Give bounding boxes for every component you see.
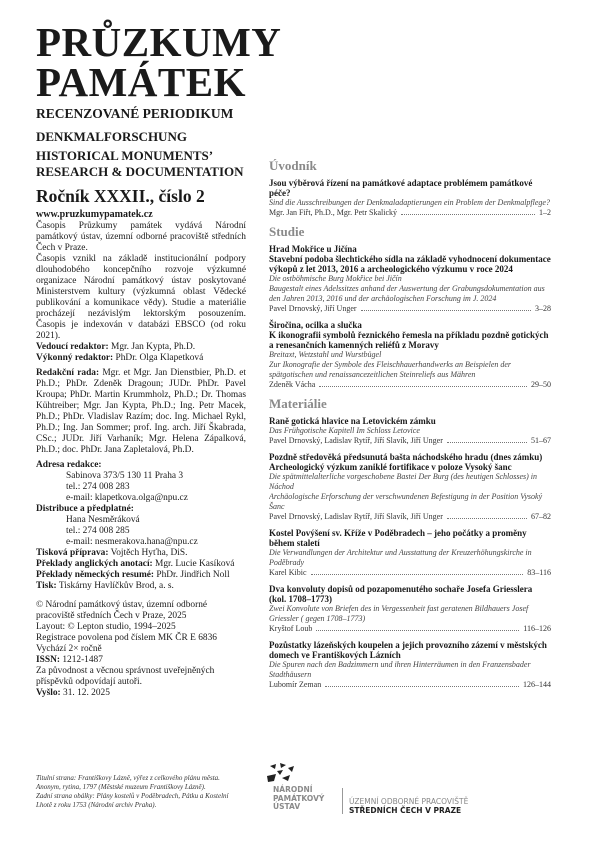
distribution-email[interactable]: e-mail: nesmerakova.hana@npu.cz [66,537,198,547]
article-german-title: Sind die Ausschreibungen der Denkmaladaptierungen ein Problem der Denkmalpflege? [269,198,550,207]
registration: Registrace povolena pod číslem MK ČR E 6836 [36,633,217,643]
article-authors: Mgr. Jan Fiřt, Ph.D., Mgr. Petr Skalický [269,208,398,217]
toc-entry[interactable] [269,528,551,578]
german-translation: Překlady německých resumé: PhDr. Jindřich Noll [36,570,230,580]
article-authors-row [269,208,551,218]
print-prep: Tisková příprava: Vojtěch Hyťha, DiS. [36,548,188,558]
article-pages: 51–67 [531,436,551,445]
leader-dots [319,380,527,387]
article-pages: 29–50 [531,380,551,389]
cover-credit: Titulní strana: Františkovy Lázně, výřez z celkového plánu města. Anonym, rytina, 1797 (Městské muzeum Františkovy Lázně). [36,774,220,791]
leader-dots [311,568,524,575]
leader-dots [401,208,535,215]
article-german-title: Das Frühgotische Kapitell Im Schloss Letovice [269,426,420,435]
english-translation: Překlady anglických anotací: Mgr. Lucie Kasíková [36,559,235,569]
article-german-title: Zwei Konvolute von Briefen des in Vergessenheit fast geratenen Bildhauers Josef Griessler ( gegen 1708–1773) [269,604,529,623]
website-link[interactable]: www.pruzkumypamatek.cz [36,209,153,220]
article-title: Dva konvoluty dopisů od pozapomenutého sochaře Josefa Griesslera (kol. 1708–1773) [269,584,533,604]
npu-unit: ÚZEMNÍ ODBORNÉ PRACOVIŠTĚ STŘEDNÍCH ČECH V PRAZE [349,797,469,815]
toc-entry[interactable] [269,640,551,690]
back-cover-credit: Zadní strana obálky: Plány kostelů v Poděbradech, Pátku a Kostelní Lhotě z roku 1753 (Národní archiv Praha). [36,792,229,809]
layout-credit: Layout: © Lepton studio, 1994–2025 [36,622,176,632]
article-authors-row [269,624,551,634]
leader-dots [447,436,527,443]
article-authors: Zdeněk Vácha [269,380,316,389]
leader-dots [447,512,527,519]
article-authors-row [269,436,551,446]
article-authors-row [269,568,551,578]
address-phone: tel.: 274 008 283 [66,482,130,492]
article-authors: Pavel Drnovský, Jiří Unger [269,304,357,313]
volume-issue: Ročník XXXII., číslo 2 [36,186,205,206]
article-authors-row [269,304,551,314]
address-line: Sabinova 373/5 130 11 Praha 3 [66,471,184,481]
article-pages: 3–28 [535,304,551,313]
english-title: HISTORICAL MONUMENTS’ RESEARCH & DOCUMENTATION [36,148,244,179]
copyright: © Národní památkový ústav, územní odborné pracoviště středních Čech v Praze, 2025 [36,600,208,621]
german-title: DENKMALFORSCHUNG [36,129,187,144]
table-of-contents [269,158,551,753]
frequency: Vychází 2× ročně [36,644,102,654]
article-pages: 1–2 [539,208,551,217]
leader-dots [325,680,519,687]
article-authors: Karel Kibic [269,568,307,577]
toc-entry[interactable] [269,452,551,522]
article-authors: Pavel Drnovský, Ladislav Rytíř, Jiří Slavík, Jiří Unger [269,436,443,445]
article-authors-row [269,680,551,690]
issn: ISSN: 1212-1487 [36,655,103,665]
article-german-title: Die Spuren nach den Badzimmern und ihren Hinterräumen in den Franzensbader Stadthäusern [269,660,531,679]
article-pages: 126–144 [523,680,551,689]
article-pages: 116–126 [523,624,551,633]
logo-divider [342,788,343,814]
intro-1: Časopis Průzkumy památek vydává Národní památkový ústav, územní odborné pracoviště středních Čech v Praze. [36,221,246,253]
toc-entry[interactable] [269,244,551,314]
address-email[interactable]: e-mail: klapetkova.olga@npu.cz [66,493,188,503]
article-german-title: Die spätmittelalterliche vorgeschobene Bastei Der Burg (des heutigen Schlosses) in Náchod Archäologische Erforschung der verschwundenen Befestigung in der Position Vysoký Šanc [269,472,543,511]
article-title: Kostel Povýšení sv. Kříže v Poděbradech – jeho počátky a proměny během staletí [269,528,527,548]
leader-dots [316,624,519,631]
leader-dots [361,304,531,311]
article-authors-row [269,380,551,390]
article-title: Hrad Mokřice u Jičína Stavební podoba šlechtického sídla na základě vyhodnocení dokumentace výkopů z let 2013, 2016 a archeologického výzkumu v roce 2024 [269,244,551,274]
editorial-board: Redakční rada: Mgr. et Mgr. Jan Dienstbier, Ph.D. et Ph.D.; PhDr. Zdeněk Dragoun; JUDr. PhDr. Pavel Kroupa; PhDr. Martin Krummholz, Ph.D.; Dr. Thomas Kühtreiber; Mgr. Jan Kypta, Ph.D.; Ing. Petr Macek, Ph.D.; PhDr. Vladislav Razím; doc. Ing. Michael Rykl, Ph.D.; Ing. Jan Sommer; prof. Ing. arch. Jiří Škabrada, CSc.; JUDr. Jiří Varhaník; Mgr. Helena Zápalková, Ph.D.; doc. PhDr. Jana Zapletalová, Ph.D. [36,368,246,455]
responsibility-note: Za původnost a věcnou správnost uveřejněných příspěvků odpovídají autoři. [36,666,215,687]
toc-entry[interactable] [269,584,551,634]
toc-entry[interactable] [269,416,551,446]
journal-subtitle: RECENZOVANÉ PERIODIKUM [36,106,234,121]
article-authors: Kryštof Loub [269,624,313,633]
journal-title-2: PAMÁTEK [36,59,247,105]
cover-credits [36,774,246,810]
address-label: Adresa redakce: [36,460,102,470]
article-authors: Pavel Drnovský, Ladislav Rytíř, Jiří Slavík, Jiří Unger [269,512,443,521]
article-german-title: Die ostböhmische Burg Mokřice bei Jičín Baugestalt eines Adelssitzes anhand der Auswertung der Grabungsdokumentation aus den Jahren 2013, 2016 und der archäologischen Forschung im J. 2024 [269,274,545,303]
executive-editor: Výkonný redaktor: PhDr. Olga Klapetková [36,353,204,363]
toc-entry[interactable] [269,320,551,390]
article-pages: 83–116 [527,568,551,577]
distribution-label: Distribuce a předplatné: [36,504,134,514]
distribution-phone: tel.: 274 008 285 [66,526,130,536]
published-date: Vyšlo: 31. 12. 2025 [36,688,110,698]
npu-logo-icon [264,762,304,786]
journal-title-1: PRŮZKUMY [36,19,282,65]
section-heading: Úvodník [269,158,317,173]
article-title: Pozdně středověká předsunutá bašta náchodského hradu (dnes zámku) Archeologický výzkum zaniklé fortifikace v poloze Vysoký šanc [269,452,543,472]
imprint-column [36,19,282,699]
section-heading: Materiálie [269,396,327,411]
article-pages: 67–82 [531,512,551,521]
article-german-title: Breitaxt, Wetzstahl und Wurstbügel Zur Ikonografie der Symbole des Fleischhauerhandwerks an Beispielen der spätgotischen und renaissancezeitlichen Steinreliefs aus Mähren [269,350,512,379]
intro-2: Časopis vznikl na základě institucionální podpory dlouhodobého koncepčního rozvoje výzkumné organizace Národní památkový ústav poskytované Ministerstvem kultury (výzkumná oblast Vědecké publikování a komunikace vědy). Studie a materiálie procházejí nezávislým lektorským posouzením. Časopis je indexován v databázi EBSCO (od roku 2021). [36,254,246,341]
article-authors-row [269,512,551,522]
article-authors: Lubomír Zeman [269,680,322,689]
article-title: Širočina, ocilka a slučka K ikonografii symbolů řeznického řemesla na příkladu pozdně gotických a renesančních kamenných reliéfů z Moravy [269,320,549,350]
npu-name: NÁRODNÍ PAMÁTKOVÝ ÚSTAV [273,785,325,811]
toc-entry[interactable] [269,178,551,218]
npu-logo [260,762,500,832]
section-heading: Studie [269,224,305,239]
article-title: Pozůstatky lázeňských koupelen a jejich provozního zázemí v městských domech ve Františkových Lázních [269,640,547,660]
article-title: Jsou výběrová řízení na památkové adaptace problémem památkové péče? [269,178,533,198]
chief-editor: Vedoucí redaktor: Mgr. Jan Kypta, Ph.D. [36,342,196,352]
article-title: Raně gotická hlavice na Letovickém zámku [269,416,436,426]
distribution-name: Hana Nesměráková [66,515,140,525]
printer: Tisk: Tiskárny Havlíčkův Brod, a. s. [36,581,174,591]
article-german-title: Die Verwandlungen der Architektur und Ausstattung der Kreuzerhöhungskirche in Poděbrady [269,548,532,567]
